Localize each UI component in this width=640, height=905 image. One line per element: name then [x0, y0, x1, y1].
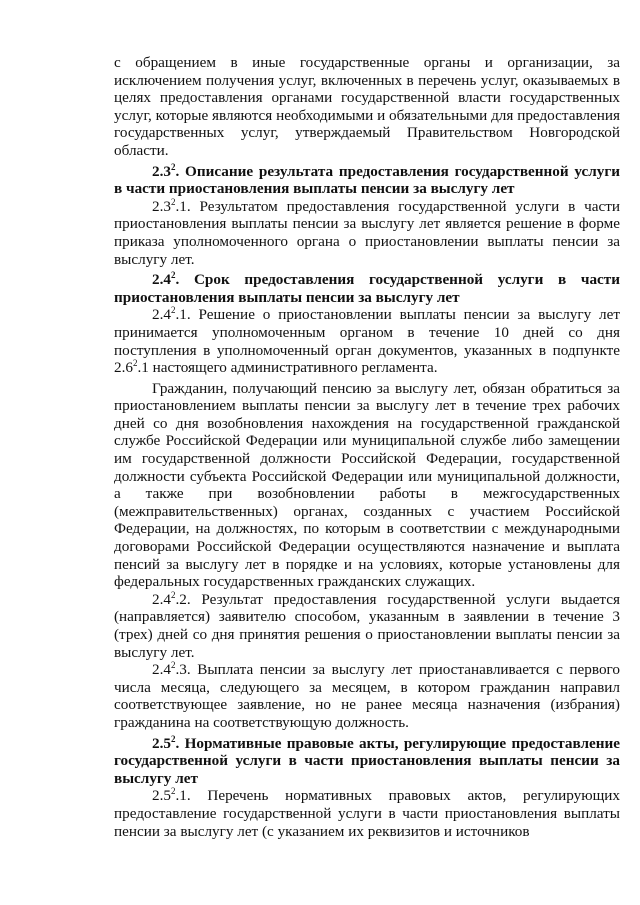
paragraph-text: .1. Перечень нормативных правовых актов, регулирующих предоставление государственной услуги в части приостановления выплаты пенсии за выслугу лет (с указанием их реквизитов и источников — [114, 787, 620, 840]
paragraph-superscript: 2 — [170, 660, 176, 671]
paragraph-2-3-2-1 — [114, 198, 620, 268]
section-heading-2-4-2 — [114, 271, 620, 306]
paragraph-number: 2.4 — [152, 306, 171, 324]
paragraph-2-5-2-1 — [114, 787, 620, 840]
paragraph-2-4-2-1 — [114, 306, 620, 376]
paragraph-superscript: 2 — [170, 305, 176, 316]
paragraph-superscript: 2 — [170, 786, 176, 797]
heading-superscript: 2 — [170, 270, 176, 281]
paragraph-continuation: с обращением в иные государственные органы и организации, за исключением получения услуг, включенных в перечень услуг, оказываемых в целях предоставления органами государственной власти государственных услуг, которые являются необходимыми и обязательными для предоставления государственных услуг, утверждаемый Правительством Новгородской области. — [114, 54, 620, 159]
reference-superscript: 2 — [132, 358, 138, 369]
paragraph-superscript: 2 — [170, 589, 176, 600]
heading-superscript: 2 — [170, 733, 176, 744]
paragraph-text-tail: .1 настоящего административного регламента. — [137, 359, 438, 377]
heading-superscript: 2 — [170, 161, 176, 172]
heading-text: . Нормативные правовые акты, регулирующие предоставление государственной услуги в части приостановления выплаты пенсии за выслугу лет — [114, 734, 620, 787]
heading-text: . Срок предоставления государственной услуги в части приостановления выплаты пенсии за выслугу лет — [114, 271, 620, 306]
document-page — [114, 54, 620, 840]
paragraph-2-4-2-3 — [114, 661, 620, 731]
heading-text: . Описание результата предоставления государственной услуги в части приостановления выплаты пенсии за выслугу лет — [114, 162, 620, 198]
heading-number: 2.3 — [152, 162, 171, 180]
heading-number: 2.5 — [152, 734, 171, 752]
paragraph-citizen-obligation: Гражданин, получающий пенсию за выслугу лет, обязан обратиться за приостановлением выплаты пенсии за выслугу лет в течение трех рабочих дней со дня возобновления нахождения на государственной гражданской службе Российской Федерации или муниципальной службе либо замещении им государственной должности Российской Федерации, государственной должности субъекта Российской Федерации или муниципальной должности, а также при возобновлении работы в межгосударственных (межправительственных) органах, созданных с участием Российской Федерации, на должностях, по которым в соответствии с международными договорами Российской Федерации осуществляются назначение и выплата пенсий за выслугу лет в порядке и на условиях, которые установлены для федеральных государственных гражданских служащих. — [114, 379, 620, 591]
paragraph-number: 2.5 — [152, 787, 171, 805]
paragraph-2-4-2-2 — [114, 591, 620, 661]
paragraph-number: 2.4 — [152, 661, 171, 679]
paragraph-text: .1. Решение о приостановлении выплаты пенсии за выслугу лет принимается уполномоченным органом в течение 10 дней со дня поступления в уполномоченный орган документов, указанных в подпункте 2.6 — [114, 306, 620, 377]
paragraph-number: 2.4 — [152, 590, 171, 608]
paragraph-superscript: 2 — [170, 196, 176, 207]
section-heading-2-3-2 — [114, 163, 620, 198]
paragraph-text: .2. Результат предоставления государственной услуги выдается (направляется) заявителю способом, указанным в заявлении в течение 3 (трех) дней со дня принятия решения о приостановлении выплаты пенсии за выслугу лет. — [114, 590, 620, 661]
paragraph-text: .3. Выплата пенсии за выслугу лет приостанавливается с первого числа месяца, следующего за месяцем, в котором гражданин направил соответствующее заявление, но не ранее месяца назначения (избрания) гражданина на соответствующую должность. — [114, 661, 620, 731]
heading-number: 2.4 — [152, 271, 171, 289]
section-heading-2-5-2 — [114, 735, 620, 788]
paragraph-number: 2.3 — [152, 197, 171, 215]
paragraph-text: .1. Результатом предоставления государственной услуги в части приостановления выплаты пенсии за выслугу лет является решение в форме приказа уполномоченного органа о приостановлении выплаты пенсии за выслугу лет. — [114, 197, 620, 268]
